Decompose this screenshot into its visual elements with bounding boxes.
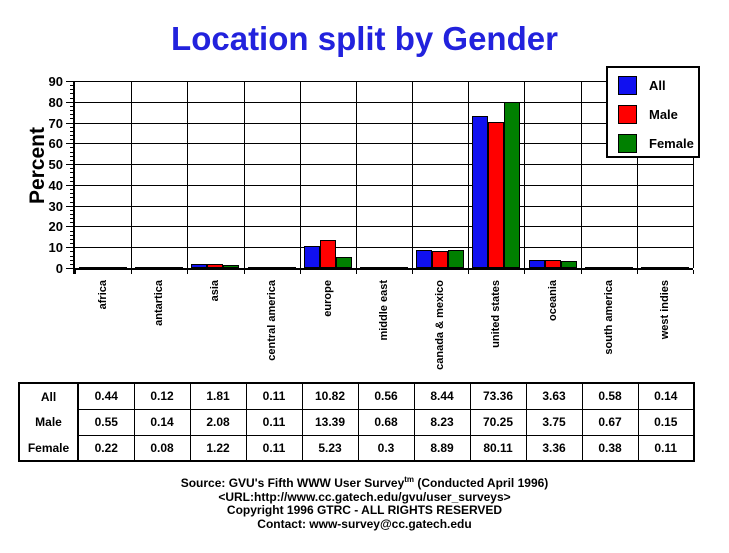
y-gridline [75,143,693,144]
x-category-label: asia [209,280,221,302]
y-major-tick [66,268,75,269]
y-gridline [75,102,693,103]
y-minor-tick [70,135,75,136]
y-minor-tick [70,193,75,194]
table-cell: 0.68 [358,409,414,435]
x-category-label: oceania [547,280,559,321]
y-minor-tick [70,197,75,198]
table-cell: 2.08 [190,409,246,435]
y-tick-label: 90 [48,74,63,89]
bar-male [264,267,280,269]
y-major-tick [66,81,75,82]
y-major-tick [66,226,75,227]
y-minor-tick [70,243,75,244]
table-cell: 1.22 [190,435,246,461]
x-axis-tick [356,270,357,274]
footer [0,473,729,531]
x-axis-tick [468,270,469,274]
bar-male [320,240,336,268]
footer-line-contact: Contact: www-survey@cc.gatech.edu [257,516,472,531]
x-category-label: europe [322,280,334,317]
category-separator [581,81,582,268]
table-cell: 0.22 [78,435,134,461]
table-cell: 70.25 [470,409,526,435]
y-major-tick [66,143,75,144]
y-major-tick [66,102,75,103]
table-cell: 0.58 [582,383,638,409]
bar-female [280,267,296,269]
table-cell: 0.12 [134,383,190,409]
table-cell: 8.23 [414,409,470,435]
y-minor-tick [70,172,75,173]
table-cell: 0.14 [638,383,694,409]
bar-male [432,251,448,268]
y-gridline [75,164,693,165]
table-row [19,435,694,461]
bar-female [673,267,689,269]
legend-label: Male [649,107,678,122]
x-axis-tick [412,270,413,274]
bar-all [191,264,207,268]
bar-male [376,267,392,269]
bar-female [504,102,520,268]
legend-label: Female [649,136,694,151]
y-minor-tick [70,98,75,99]
x-axis-tick [187,270,188,274]
x-axis-tick [524,270,525,274]
legend-item [608,132,698,161]
x-category-label: central america [266,280,278,361]
category-separator [412,81,413,268]
bar-female [448,250,464,268]
bar-all [79,267,95,269]
y-minor-tick [70,260,75,261]
y-minor-tick [70,89,75,90]
table-cell: 0.55 [78,409,134,435]
table-cell: 3.63 [526,383,582,409]
y-minor-tick [70,210,75,211]
footer-line-url: <URL:http://www.cc.gatech.edu/gvu/user_surveys> [218,489,511,504]
table-cell: 80.11 [470,435,526,461]
bar-female [223,265,239,268]
category-separator [300,81,301,268]
x-category-label: canada & mexico [434,280,446,370]
table-cell: 0.08 [134,435,190,461]
y-minor-tick [70,127,75,128]
x-axis-tick [131,270,132,274]
y-major-tick [66,185,75,186]
y-tick-label: 60 [48,136,63,151]
y-minor-tick [70,202,75,203]
row-label: Male [19,409,78,435]
y-tick-label: 80 [48,95,63,110]
category-separator [524,81,525,268]
table-cell: 3.36 [526,435,582,461]
y-tick-label: 10 [48,240,63,255]
legend [606,66,700,158]
bar-female [336,257,352,268]
bar-all [529,260,545,268]
y-major-tick [66,206,75,207]
table-cell: 0.3 [358,435,414,461]
y-minor-tick [70,218,75,219]
x-axis-tick [75,270,76,274]
y-minor-tick [70,168,75,169]
legend-swatch-male [618,105,637,124]
y-tick-label: 70 [48,116,63,131]
y-minor-tick [70,152,75,153]
x-category-label: united states [490,280,502,348]
table-cell: 8.44 [414,383,470,409]
y-gridline [75,247,693,248]
y-minor-tick [70,189,75,190]
bar-male [545,260,561,268]
x-category-label: middle east [378,280,390,341]
category-separator [356,81,357,268]
bar-male [95,267,111,269]
footer-line-copyright: Copyright 1996 GTRC - ALL RIGHTS RESERVED [226,503,503,517]
table-cell: 0.56 [358,383,414,409]
y-minor-tick [70,222,75,223]
x-category-label: antartica [153,280,165,326]
bar-all [472,116,488,268]
y-minor-tick [70,231,75,232]
bar-female [561,261,577,268]
table-cell: 0.38 [582,435,638,461]
table-cell: 8.89 [414,435,470,461]
y-gridline [75,206,693,207]
table-cell: 0.15 [638,409,694,435]
bar-all [360,267,376,269]
table-cell: 13.39 [302,409,358,435]
table-cell: 1.81 [190,383,246,409]
y-major-tick [66,247,75,248]
y-gridline [75,226,693,227]
legend-item [608,74,698,103]
data-table [18,382,695,462]
y-minor-tick [70,85,75,86]
y-minor-tick [70,181,75,182]
y-major-tick [66,164,75,165]
bar-all [641,267,657,269]
y-minor-tick [70,239,75,240]
y-tick-label: 30 [48,199,63,214]
x-category-label: south america [603,280,615,355]
bar-male [207,264,223,268]
y-minor-tick [70,147,75,148]
y-minor-tick [70,160,75,161]
y-minor-tick [70,106,75,107]
bar-female [392,267,408,269]
x-axis-tick [637,270,638,274]
table-row [19,383,694,409]
table-cell: 0.11 [638,435,694,461]
y-minor-tick [70,235,75,236]
bar-female [111,267,127,269]
legend-swatch-female [618,134,637,153]
category-separator [131,81,132,268]
table-cell: 0.44 [78,383,134,409]
x-axis-tick [693,270,694,274]
category-separator [187,81,188,268]
y-minor-tick [70,264,75,265]
x-axis-tick [300,270,301,274]
y-minor-tick [70,131,75,132]
table-cell: 0.14 [134,409,190,435]
footer-line-source: Source: GVU's Fifth WWW User Survey$^{tm}$ (Conducted April 1996) [180,475,549,490]
bar-male [488,122,504,268]
category-separator [244,81,245,268]
bar-male [601,267,617,269]
row-label: Female [19,435,78,461]
legend-swatch-all [618,76,637,95]
bar-male [151,267,167,269]
x-axis-tick [244,270,245,274]
table-cell: 0.11 [246,383,302,409]
y-gridline [75,81,693,82]
y-minor-tick [70,251,75,252]
y-minor-tick [70,156,75,157]
y-minor-tick [70,114,75,115]
y-tick-label: 0 [55,261,63,276]
y-minor-tick [70,214,75,215]
table-row [19,409,694,435]
legend-item [608,103,698,132]
bar-female [617,267,633,269]
y-minor-tick [70,139,75,140]
y-tick-label: 40 [48,178,63,193]
trademark-superscript: tm [404,475,415,484]
category-separator [468,81,469,268]
y-major-tick [66,123,75,124]
x-axis-tick [581,270,582,274]
y-minor-tick [70,177,75,178]
bar-all [135,267,151,269]
table-cell: 5.23 [302,435,358,461]
y-axis-label: Percent [26,127,49,205]
y-minor-tick [70,93,75,94]
bar-all [304,246,320,268]
bar-all [248,267,264,269]
legend-label: All [649,78,666,93]
y-tick-label: 20 [48,219,63,234]
y-gridline [75,185,693,186]
y-gridline [75,123,693,124]
y-minor-tick [70,256,75,257]
x-category-label: west indies [659,280,671,340]
page-title: Location split by Gender [171,20,558,57]
bar-all [416,250,432,268]
bar-all [585,267,601,269]
y-minor-tick [70,118,75,119]
table-cell: 3.75 [526,409,582,435]
table-cell: 0.67 [582,409,638,435]
table-cell: 0.11 [246,409,302,435]
x-category-label: africa [97,280,109,310]
table-cell: 73.36 [470,383,526,409]
table-cell: 0.11 [246,435,302,461]
table-cell: 10.82 [302,383,358,409]
y-minor-tick [70,110,75,111]
bar-male [657,267,673,269]
y-tick-label: 50 [48,157,63,172]
bar-female [167,267,183,269]
row-label: All [19,383,78,409]
